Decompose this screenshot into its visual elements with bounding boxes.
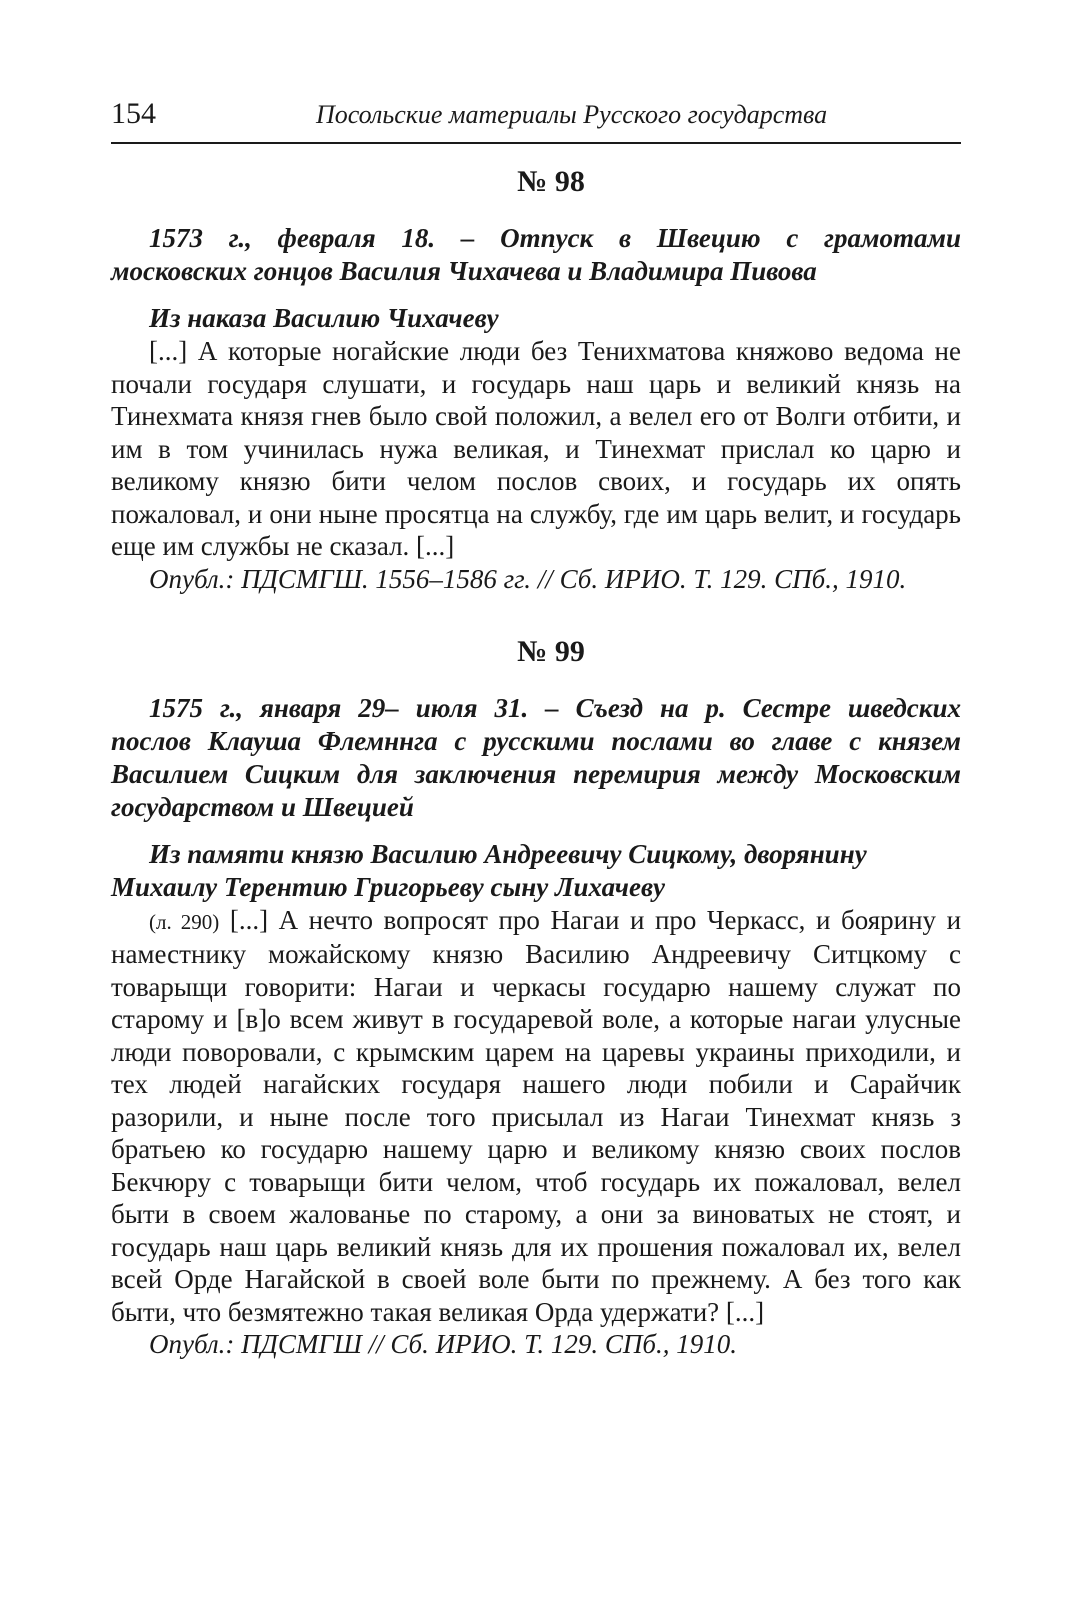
running-title: Посольские материалы Русского государства <box>316 100 828 129</box>
document-number: № 99 <box>517 634 585 668</box>
heading-continuation: московских гонцов Василия Чихачева и Владимира Пивова <box>111 256 817 286</box>
document-number: № 98 <box>517 165 585 198</box>
document-body-text: [...] А нечто вопросят про Нагаи и про Черкасс, и боярину и наместнику можайскому князю Василию Андреевичу Ситцкому с товарыщи говорити: Нагаи и черкасы государю нашему служат по старому и [в]о всем живут в государевой воле, а которые нагаи улусные люди поворовали, с крымским царем на царевы украины приходили, и тех людей нагайских государя нашего люди побили и Сарайчик разорили, и ныне после того присылал из Нагаи Тинехмат князь з братьею ко государю нашему царю и великому князю своих послов Бекчюру с товарыщи бити челом, чтоб государь их пожаловал, велел быти в своем жалованье по старому, а они за виноватых не стоят, и государь наш царь великий князь для их прошения пожаловал их, велел всей Орде Нагайской в своей воле быти по прежнему. А без того как быти, что безмятежно такая великая Орда удержати? [...] <box>111 904 962 1327</box>
document-98 <box>111 162 961 596</box>
heading-continuation: послов Клауша Флемннга с русскими послами во главе с князем Василием Сицким для заключения перемирия между Московским государством и Швецией <box>111 725 961 822</box>
excerpt-title: Из памяти князю Василию Андреевичу Сицкому, дворянину Михаилу Терентию Григорьеву сыну Лихачеву <box>111 838 867 902</box>
book-page <box>111 92 961 1361</box>
publication-note: Опубл.: ПДСМГШ // Сб. ИРИО. Т. 129. СПб., 1910. <box>149 1329 738 1359</box>
excerpt-title: Из наказа Василию Чихачеву <box>149 303 499 333</box>
document-heading <box>111 222 961 288</box>
folio-reference: (л. 290) <box>149 909 220 934</box>
publication-note: Опубл.: ПДСМГШ. 1556–1586 гг. // Сб. ИРИО. Т. 129. СПб., 1910. <box>149 563 907 594</box>
document-heading <box>111 692 961 824</box>
document-body: [...] А которые ногайские люди без Тенихматова княжово ведома не почали государя слушати, и государь наш царь и великий князь на Тинехмата князя гнев было свой положил, а велел его от Волги отбити, и им в том учинилась нужа великая, и Тинехмат прислал ко царю и великому князю бити челом послов своих, и государь их опять пожаловал, и они ныне просятца на службу, где им царь велит, и государь еще им службы не сказал. [...] <box>111 336 961 561</box>
document-body <box>111 904 961 1329</box>
heading-line-1: 1575 г., января 29– июля 31. – Съезд на р. Сестре шведских <box>149 692 961 723</box>
document-99 <box>111 632 961 1362</box>
running-header <box>111 92 961 144</box>
heading-line-1: 1573 г., февраля 18. – Отпуск в Швецию с грамотами <box>149 223 961 253</box>
page-number: 154 <box>111 97 156 130</box>
